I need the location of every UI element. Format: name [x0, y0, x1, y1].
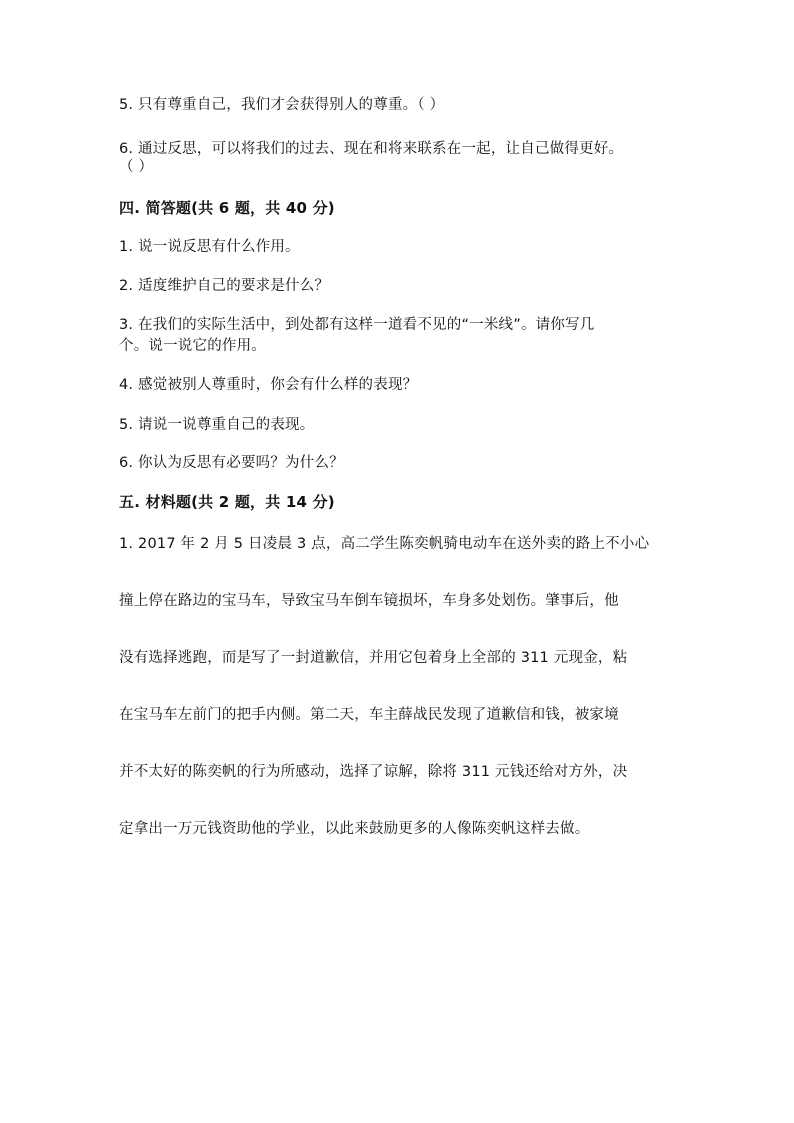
material-paragraph-line6: 定拿出一万元钱资助他的学业，以此来鼓励更多的人像陈奕帆这样去做。: [119, 821, 590, 837]
material-paragraph-line3: 没有选择逃跑，而是写了一封道歉信，并用它包着身上全部的 311 元现金，粘: [119, 650, 628, 666]
question-4-3-line1: 3. 在我们的实际生活中，到处都有这样一道看不见的“一米线”。请你写几: [119, 317, 595, 333]
material-paragraph-line4: 在宝马车左前门的把手内侧。第二天，车主薛战民发现了道歉信和钱，被家境: [119, 707, 619, 723]
question-4-3-line2: 个。说一说它的作用。: [119, 338, 266, 354]
material-paragraph-line1: 1. 2017 年 2 月 5 日凌晨 3 点，高二学生陈奕帆骑电动车在送外卖的路上不小心: [119, 536, 650, 552]
question-3-6-line2: （ ）: [119, 159, 154, 175]
question-3-6-line1: 6. 通过反思，可以将我们的过去、现在和将来联系在一起，让自己做得更好。: [119, 141, 624, 157]
question-4-4: 4. 感觉被别人尊重时，你会有什么样的表现？: [119, 377, 418, 393]
section-4-heading: 四. 简答题(共 6 题，共 40 分): [119, 199, 335, 217]
question-4-1: 1. 说一说反思有什么作用。: [119, 239, 300, 255]
material-paragraph-line2: 撞上停在路边的宝马车，导致宝马车倒车镜损坏，车身多处划伤。肇事后，他: [119, 593, 619, 609]
question-4-2: 2. 适度维护自己的要求是什么？: [119, 278, 330, 294]
section-5-heading: 五. 材料题(共 2 题，共 14 分): [119, 493, 335, 511]
question-4-6: 6. 你认为反思有必要吗？为什么？: [119, 455, 344, 471]
material-paragraph-line5: 并不太好的陈奕帆的行为所感动，选择了谅解，除将 311 元钱还给对方外，决: [119, 764, 628, 780]
question-4-5: 5. 请说一说尊重自己的表现。: [119, 417, 315, 433]
question-3-5: 5. 只有尊重自己，我们才会获得别人的尊重。（ ）: [119, 97, 445, 113]
